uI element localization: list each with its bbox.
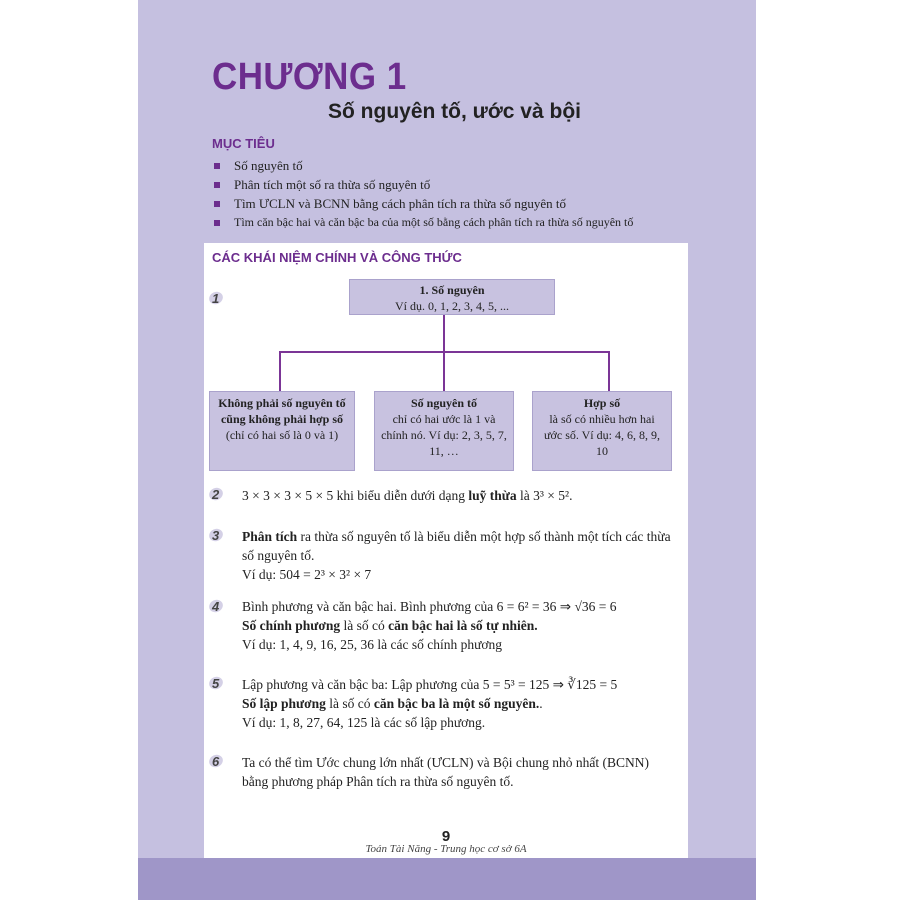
square-bullet-icon [214, 220, 220, 226]
objectives-list [214, 156, 633, 232]
item-number-6: 6 [212, 754, 230, 770]
item-number-4: 4 [212, 599, 230, 615]
tree-root-node: 1. Số nguyên Ví dụ. 0, 1, 2, 3, 4, 5, ... [349, 279, 555, 315]
concept-item-6: Ta có thể tìm Ước chung lớn nhất (ƯCLN) và Bội chung nhỏ nhất (BCNN) bằng phương pháp Phân tích ra thừa số nguyên tố. [242, 755, 649, 789]
chapter-subtitle: Số nguyên tố, ước và bội [328, 100, 581, 123]
square-bullet-icon [214, 201, 220, 207]
square-bullet-icon [214, 163, 220, 169]
chapter-title: CHƯƠNG 1 [212, 56, 407, 98]
objective-item: Phân tích một số ra thừa số nguyên tố [214, 175, 633, 194]
square-bullet-icon [214, 182, 220, 188]
item-number-2: 2 [212, 487, 230, 503]
book-page [138, 0, 756, 900]
footer-band [138, 858, 756, 900]
concepts-heading: CÁC KHÁI NIỆM CHÍNH VÀ CÔNG THỨC [212, 250, 462, 265]
page-number: 9 [441, 828, 451, 845]
concepts-box [204, 243, 688, 826]
objective-item: Tìm ƯCLN và BCNN bằng cách phân tích ra thừa số nguyên tố [214, 194, 633, 213]
connector-line [279, 351, 281, 391]
item-number-5: 5 [212, 676, 230, 692]
connector-line [443, 351, 445, 391]
connector-line [608, 351, 610, 391]
concept-item-5: Lập phương và căn bậc ba: Lập phương của 5 = 5³ = 125 ⇒ ∛125 = 5 Số lập phương là số có căn bậc ba là một số nguyên.. Ví dụ: 1, 8, 27, 64, 125 là các số lập phương. [242, 677, 618, 730]
objectives-heading: MỤC TIÊU [212, 136, 275, 151]
connector-line [443, 315, 445, 353]
concept-item-4: Bình phương và căn bậc hai. Bình phương của 6 = 6² = 36 ⇒ √36 = 6 Số chính phương là số có căn bậc hai là số tự nhiên. Ví dụ: 1, 4, 9, 16, 25, 36 là các số chính phương [242, 599, 617, 652]
book-title-footer: Toán Tài Năng - Trung học cơ sở 6A [365, 843, 527, 855]
item-number-3: 3 [212, 528, 230, 544]
item-number-1: 1 [212, 291, 230, 307]
concept-item-3: Phân tích ra thừa số nguyên tố là biểu diễn một hợp số thành một tích các thừa số nguyên tố. Ví dụ: 504 = 2³ × 3² × 7 [242, 529, 671, 582]
objective-item: Tìm căn bậc hai và căn bậc ba của một số bằng cách phân tích ra thừa số nguyên tố [214, 213, 633, 232]
concept-item-2: 3 × 3 × 3 × 5 × 5 khi biểu diễn dưới dạng luỹ thừa là 3³ × 5². [242, 488, 573, 503]
tree-node-neither: Không phải số nguyên tố cũng không phải hợp số (chỉ có hai số là 0 và 1) [209, 391, 355, 471]
tree-node-prime: Số nguyên tố chỉ có hai ước là 1 và chính nó. Ví dụ: 2, 3, 5, 7, 11, … [374, 391, 514, 471]
objective-item: Số nguyên tố [214, 156, 633, 175]
tree-node-composite: Hợp số là số có nhiều hơn hai ước số. Ví dụ: 4, 6, 8, 9, 10 [532, 391, 672, 471]
